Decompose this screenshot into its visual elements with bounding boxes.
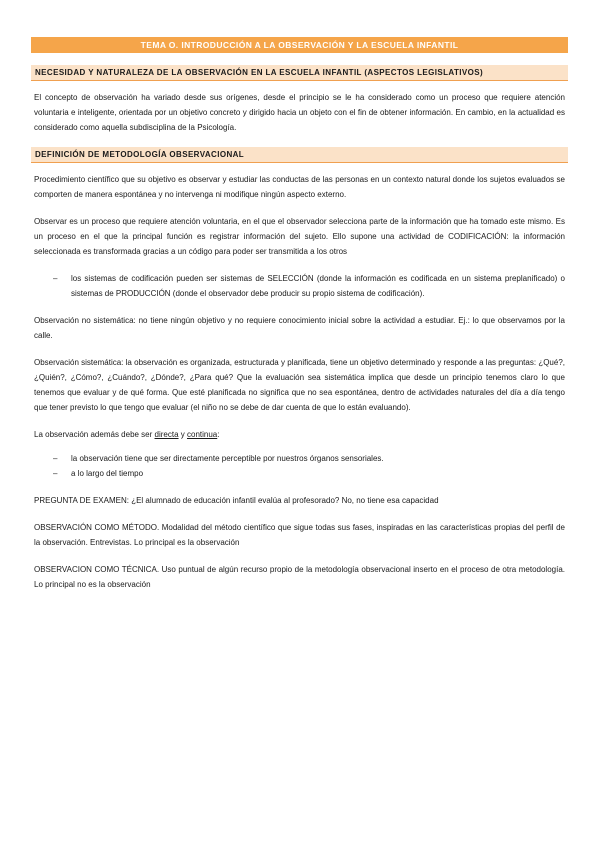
paragraph-observacion-metodo: OBSERVACIÓN COMO MÉTODO. Modalidad del método científico que sigue todas sus fases, inspiradas en las características propias del perfil de la observación. Entrevistas. Lo principal es la observación [34,523,565,547]
section-heading-definicion: DEFINICIÓN DE METODOLOGÍA OBSERVACIONAL [31,147,568,163]
list-codificacion [31,271,568,301]
list-item: – la observación tiene que ser directamente perceptible por nuestros órganos sensoriales. [53,451,568,466]
paragraph-sistematica: Observación sistemática: la observación es organizada, estructurada y planificada, tiene un objetivo determinado y responde a las preguntas: ¿Qué?,¿Quién?, ¿Cómo?, ¿Cuándo?, ¿Dónde?, ¿Para qué? Que la evaluación sea sistemática implica que desde un principio tenemos claro lo que tenemos que evaluar y de qué forma. Que esté planificada no significa que no sea espontánea, dentro de actividades naturales del día a día tengo que tener previsto lo que tengo que evaluar (el niño no se debe de dar cuenta de que lo están evaluando). [34,358,565,412]
paragraph-directa-continua [31,427,568,442]
text-prefix: La observación además debe ser [34,430,155,439]
text-mid: y [178,430,187,439]
underlined-continua: continua [187,430,218,439]
list-directa-continua [31,451,568,481]
paragraph-observacion-tecnica: OBSERVACION COMO TÉCNICA. Uso puntual de algún recurso propio de la metodología observacional inserto en el proceso de otra metodología. Lo principal no es la observación [34,565,565,589]
list-item: – a lo largo del tiempo [53,466,568,481]
paragraph-procedimiento: Procedimiento científico que su objetivo es observar y estudiar las conductas de las personas en un contexto natural donde los sujetos evaluados se comporten de manera espontánea y no intervenga ni modifique ningún aspecto externo. [34,175,565,199]
paragraph-no-sistematica: Observación no sistemática: no tiene ningún objetivo y no requiere conocimiento inicial sobre la actividad a estudiar. Ej.: lo que observamos por la calle. [34,316,565,340]
list-item: – los sistemas de codificación pueden ser sistemas de SELECCIÓN (donde la información es codificada en un sistema preplanificado) o sistemas de PRODUCCIÓN (donde el observador debe producir su propio sistema de codificación). [53,271,568,301]
paragraph-concepto-observacion: El concepto de observación ha variado desde sus orígenes, desde el principio se le ha considerado como un proceso que requiere atención voluntaria e inteligente, orientada por un objetivo concreto y dirigido hacia un objeto con el fin de obtener información. En cambio, en la actualidad es considerado como aquella subdisciplina de la Psicología. [34,93,565,132]
paragraph-pregunta-examen: PREGUNTA DE EXAMEN: ¿El alumnado de educación infantil evalúa al profesorado? No, no tiene esa capacidad [34,496,439,505]
underlined-directa: directa [154,430,179,439]
document-page [31,37,568,592]
text-suffix: : [217,430,220,439]
document-title: TEMA O. INTRODUCCIÓN A LA OBSERVACIÓN Y LA ESCUELA INFANTIL [31,37,568,53]
section-heading-necesidad: NECESIDAD Y NATURALEZA DE LA OBSERVACIÓN EN LA ESCUELA INFANTIL (ASPECTOS LEGISLATIVOS) [31,65,568,81]
paragraph-observar-proceso: Observar es un proceso que requiere atención voluntaria, en el que el observador selecciona parte de la información que ha tomado este mismo. Es un proceso en el que la principal función es registrar información del sujeto. Ello supone una actividad de CODIFICACIÓN: la información seleccionada es transformada gracias a un código para poder ser transmitida a los otros [34,217,565,256]
